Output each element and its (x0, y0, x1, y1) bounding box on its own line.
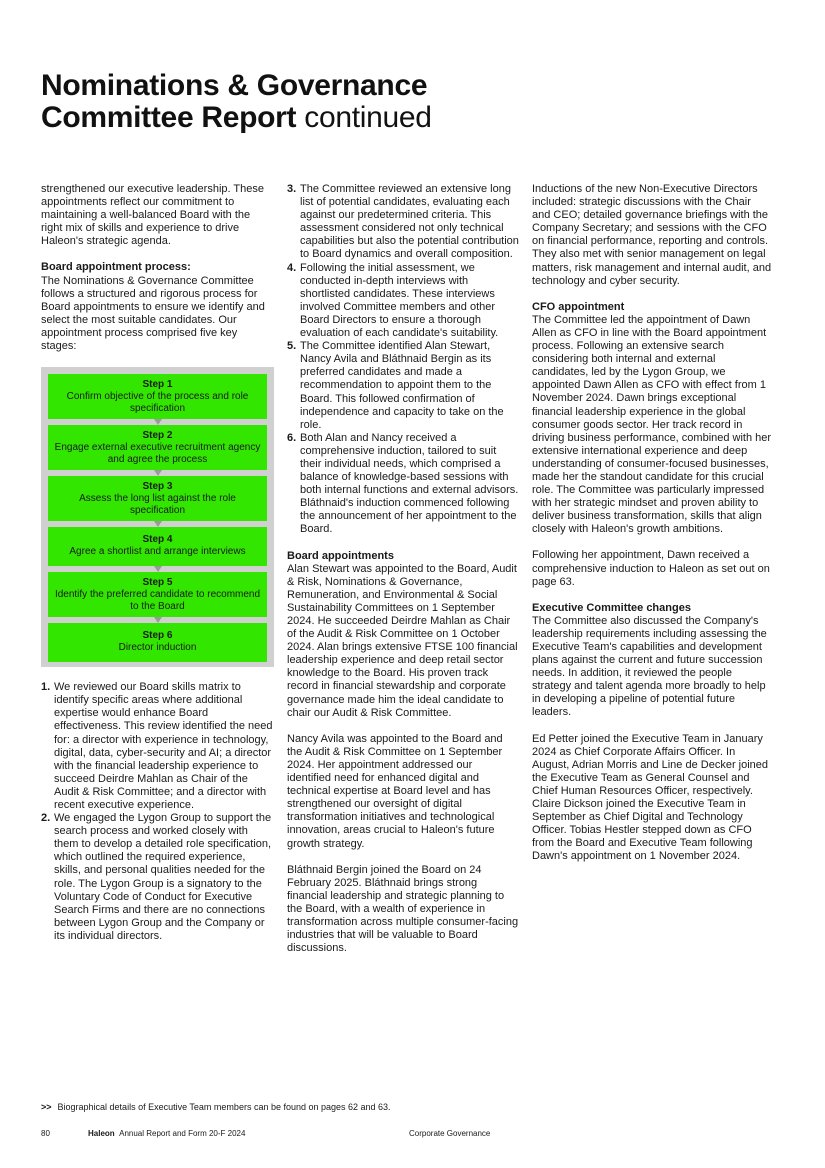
numbered-list (287, 183, 519, 537)
cfo-paragraph: The Committee led the appointment of Dawn Allen as CFO in line with the Board appointment process. Following an extensive search considering both internal and external candidates, led by the Lygon Group, we appointed Dawn Allen as CFO with effect from 1 November 2024. Dawn brings exceptional financial leadership experience in the global consumer goods sector. Her track record in driving business performance, combined with her extensive international experience and deep understanding of consumer-focused businesses, made her the standout candidate for this crucial role. The Committee was particularly impressed with her strategic mindset and proven ability to deliver business transformation, skills that align closely with Haleon's growth ambitions. (532, 313, 772, 536)
section-name: Corporate Governance (409, 1129, 491, 1138)
induction-paragraph: Following her appointment, Dawn received a comprehensive induction to Haleon as set out on page 63. (532, 549, 770, 588)
brand-name: Haleon (88, 1129, 115, 1138)
footnote-text: Biographical details of Executive Team members can be found on pages 62 and 63. (57, 1102, 391, 1112)
list-number: 1. (41, 681, 51, 694)
title-line-2: Committee Report (41, 101, 297, 134)
column-1 (41, 183, 273, 943)
step-box-5 (48, 572, 267, 617)
page-number: 80 (41, 1129, 50, 1138)
executive-team-paragraph: Ed Petter joined the Executive Team in January 2024 as Chief Corporate Affairs Officer. In August, Adrian Morris and Line de Decker joined the Executive Team as General Counsel and Chief Human Resources Officer, respectively. Claire Dickson joined the Executive Team in September as Chief Digital and Technology Officer. Tobias Hestler stepped down as CFO from the Board and Executive Team following Dawn's appointment on 1 November 2024. (532, 732, 769, 863)
step-box-2 (48, 425, 267, 470)
step-label: Step 2 (142, 430, 173, 442)
list-text: We engaged the Lygon Group to support the search process and worked closely with them to develop a detailed role specification, which outlined the required experience, skills, and personal qualities needed for the role. The Lygon Group is a signatory to the Voluntary Code of Conduct for Executive Search Firms and there are no connections between Lygon Group and the Company or its individual directors. (54, 812, 272, 942)
cfo-heading: CFO appointment (532, 300, 625, 313)
list-text: Following the initial assessment, we conducted in-depth interviews with shortlisted candidates. These interviews involved Committee members and other Board Directors to ensure a thorough evaluation of each candidate's suitability. (300, 261, 499, 340)
step-text: Engage external executive recruitment agency and agree the process (54, 442, 261, 466)
list-text: We reviewed our Board skills matrix to identify specific areas where additional expertise would enhance Board effectiveness. This review identified the need for: a director with experience in technology, digital, data, cyber-security and AI; a director with the financial leadership experience to succeed Deirdre Mahlan as Chair of the Audit & Risk Committee; and a director with recent executive experience. (54, 681, 273, 811)
list-number: 3. (287, 183, 297, 195)
column-3 (532, 183, 772, 864)
step-label: Step 6 (142, 630, 173, 642)
page-title (41, 70, 432, 134)
list-item (287, 183, 519, 262)
list-text: Both Alan and Nancy received a comprehensive induction, tailored to suit their individual needs, which comprised a balance of knowledge-based sessions with both internal functions and external advisors. Bláthnaid's induction commenced following the announcement of her appointment to the Board. (300, 431, 519, 536)
list-text: The Committee identified Alan Stewart, Nancy Avila and Bláthnaid Bergin as its preferred candidates and made a recommendation to appoint them to the Board. This followed confirmation of independence and capacity to take on the role. (300, 340, 504, 431)
step-label: Step 1 (142, 379, 173, 391)
step-label: Step 5 (142, 577, 173, 589)
blathnaid-bergin-paragraph: Bláthnaid Bergin joined the Board on 24 February 2025. Bláthnaid brings strong financial leadership and strategic planning to the Board, with a wealth of experience in transformation across multiple consumer-facing industries that will be valuable to Board discussions. (287, 863, 519, 955)
board-appointments-heading: Board appointments (287, 549, 394, 562)
title-continued: continued (296, 101, 432, 134)
numbered-list (41, 681, 273, 943)
footnote (41, 1102, 391, 1113)
step-box-1 (48, 374, 267, 419)
title-line-1: Nominations & Governance (41, 69, 428, 102)
list-text: The Committee reviewed an extensive long list of potential candidates, evaluating each against our predetermined criteria. This assessment considered not only technical capabilities but also the potential contribution to Board dynamics and overall composition. (300, 183, 519, 261)
step-text: Agree a shortlist and arrange interviews (69, 546, 246, 558)
process-paragraph: The Nominations & Governance Committee follows a structured and rigorous process for Board appointments to ensure we identify and select the most suitable candidates. Our appointment process comprised five key stages: (41, 274, 265, 353)
leadership-paragraph: The Committee also discussed the Company's leadership requirements including assessing the Executive Team's capabilities and development plans against the current and future succession needs. In addition, it reviewed the people strategy and talent agenda more broadly to help in developing a pipeline of potential future leaders. (532, 614, 767, 719)
step-label: Step 4 (142, 534, 173, 546)
step-text: Confirm objective of the process and role specification (66, 391, 249, 415)
step-label: Step 3 (142, 481, 173, 493)
list-number: 2. (41, 812, 51, 825)
nancy-avila-paragraph: Nancy Avila was appointed to the Board and the Audit & Risk Committee on 1 September 2024. Her appointment addressed our identified need for enhanced digital and technical expertise at Board level and has strengthened our oversight of digital transformation initiatives and technological innovation, areas crucial to Haleon's future growth strategy. (287, 732, 503, 850)
step-box-3 (48, 476, 267, 521)
step-box-6 (48, 623, 267, 662)
process-diagram (41, 367, 274, 667)
list-number: 4. (287, 261, 297, 274)
list-number: 5. (287, 340, 297, 353)
list-item (287, 432, 519, 537)
step-text: Assess the long list against the role specification (79, 493, 236, 517)
step-box-4 (48, 527, 267, 566)
inductions-paragraph: Inductions of the new Non-Executive Directors included: strategic discussions with the Chair and CEO; detailed governance briefings with the Company Secretary; and sessions with the CFO on financial performance, reporting and controls. They also met with senior management on legal matters, risk management and internal audit, and technology and cyber security. (532, 183, 772, 287)
step-text: Identify the preferred candidate to recommend to the Board (54, 589, 261, 613)
process-heading: Board appointment process: (41, 261, 191, 274)
double-chevron-icon: >> (41, 1102, 52, 1112)
list-number: 6. (287, 431, 297, 444)
alan-stewart-paragraph: Alan Stewart was appointed to the Board, Audit & Risk, Nominations & Governance, Remuneration, and Environmental & Social Sustainability Committees on 1 September 2024. He succeeded Deirdre Mahlan as Chair of the Audit & Risk Committee on 1 October 2024. Alan brings extensive FTSE 100 financial leadership experience and deep retail sector knowledge to the Board. His proven track record in financial stewardship and corporate governance made him the ideal candidate to chair our Audit & Risk Committee. (287, 562, 518, 719)
column-2 (287, 183, 519, 955)
footer-report (88, 1129, 245, 1139)
list-item (287, 340, 519, 432)
step-text: Director induction (118, 642, 197, 654)
executive-committee-heading: Executive Committee changes (532, 601, 691, 614)
report-title: Annual Report and Form 20-F 2024 (119, 1129, 246, 1138)
list-item (287, 262, 519, 341)
intro-paragraph: strengthened our executive leadership. These appointments reflect our commitment to maintaining a well-balanced Board with the right mix of skills and experience to drive Haleon's strategic agenda. (41, 183, 264, 248)
list-item (41, 812, 273, 943)
list-item (41, 681, 273, 812)
